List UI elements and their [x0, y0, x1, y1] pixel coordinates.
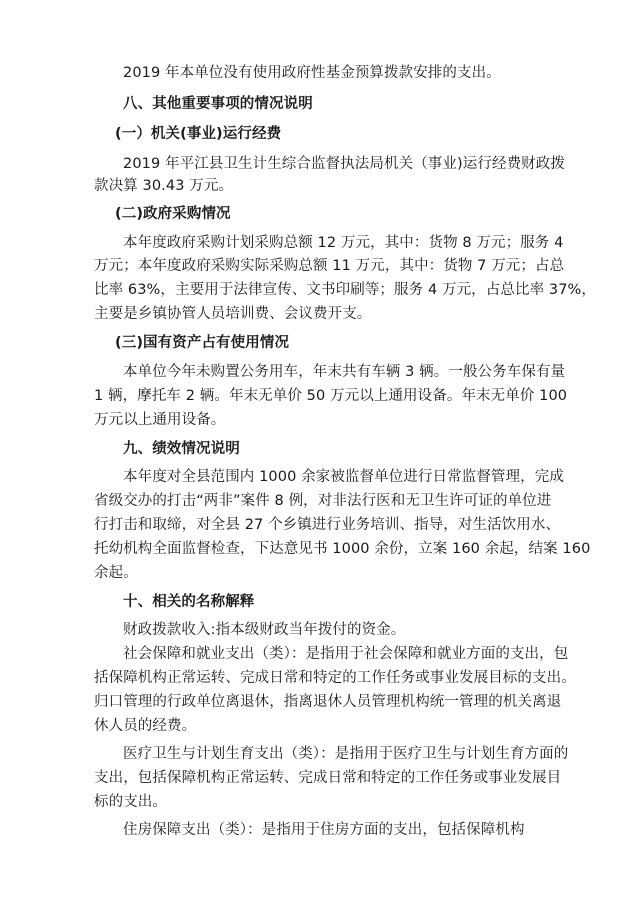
paragraph-line: 标的支出。	[94, 794, 167, 810]
subsection-heading: (一）机关(事业)运行经费	[115, 126, 282, 142]
paragraph-line: 行打击和取缔，对全县 27 个乡镇进行业务培训、指导，对生活饮用水、	[94, 517, 561, 533]
paragraph-line: 医疗卫生与计划生育支出（类）：是指用于医疗卫生与计划生育方面的	[123, 746, 569, 762]
paragraph-line: 本年度政府采购计划采购总额 12 万元，其中：货物 8 万元；服务 4	[123, 235, 564, 251]
section-heading: 九、绩效情况说明	[123, 441, 240, 457]
paragraph-line: 1 辆，摩托车 2 辆。年末无单价 50 万元以上通用设备。年末无单价 100	[94, 388, 568, 404]
paragraph-line: 款决算 30.43 万元。	[94, 178, 234, 194]
paragraph-line: 括保障机构正常运转、完成日常和特定的工作任务或事业发展目标的支出。	[94, 670, 576, 686]
paragraph-line: 财政拨款收入:指本级财政当年拨付的资金。	[123, 622, 406, 638]
paragraph-line: 休人员的经费。	[94, 718, 197, 734]
paragraph-line: 2019 年平江县卫生计生综合监督执法局机关（事业)运行经费财政拨	[123, 156, 565, 172]
section-heading: 八、其他重要事项的情况说明	[123, 96, 313, 112]
paragraph-line: 住房保障支出（类）：是指用于住房方面的支出，包括保障机构	[123, 822, 525, 838]
paragraph-line: 主要是乡镇协管人员培训费、会议费开支。	[94, 306, 372, 322]
paragraph-line: 余起。	[94, 565, 138, 581]
paragraph-line: 万元以上通用设备。	[94, 412, 226, 428]
paragraph-line: 社会保障和就业支出（类）：是指用于社会保障和就业方面的支出，包	[123, 646, 569, 662]
paragraph-line: 归口管理的行政单位离退休，指离退休人员管理机构统一管理的机关离退	[94, 694, 562, 710]
paragraph-line: 托幼机构全面监督检查，下达意见书 1000 余份，立案 160 余起，结案 160	[94, 541, 591, 557]
subsection-heading: (三)国有资产占有使用情况	[115, 335, 290, 351]
paragraph-line: 省级交办的打击“两非”案件 8 例，对非法行医和无卫生许可证的单位进	[94, 493, 552, 509]
section-heading: 十、相关的名称解释	[123, 594, 255, 610]
subsection-heading: (二)政府采购情况	[115, 206, 231, 222]
paragraph-line: 支出，包括保障机构正常运转、完成日常和特定的工作任务或事业发展目	[94, 770, 562, 786]
paragraph-line: 万元；本年度政府采购实际采购总额 11 万元，其中：货物 7 万元；占总	[94, 258, 565, 274]
paragraph-line: 2019 年本单位没有使用政府性基金预算拨款安排的支出。	[123, 65, 501, 81]
paragraph-line: 本年度对全县范围内 1000 余家被监督单位进行日常监督管理，完成	[123, 469, 564, 485]
paragraph-line: 比率 63%，主要用于法律宣传、文书印刷等；服务 4 万元，占总比率 37%，	[94, 282, 597, 298]
paragraph-line: 本单位今年未购置公务用车，年末共有车辆 3 辆。一般公务车保有量	[123, 364, 566, 380]
